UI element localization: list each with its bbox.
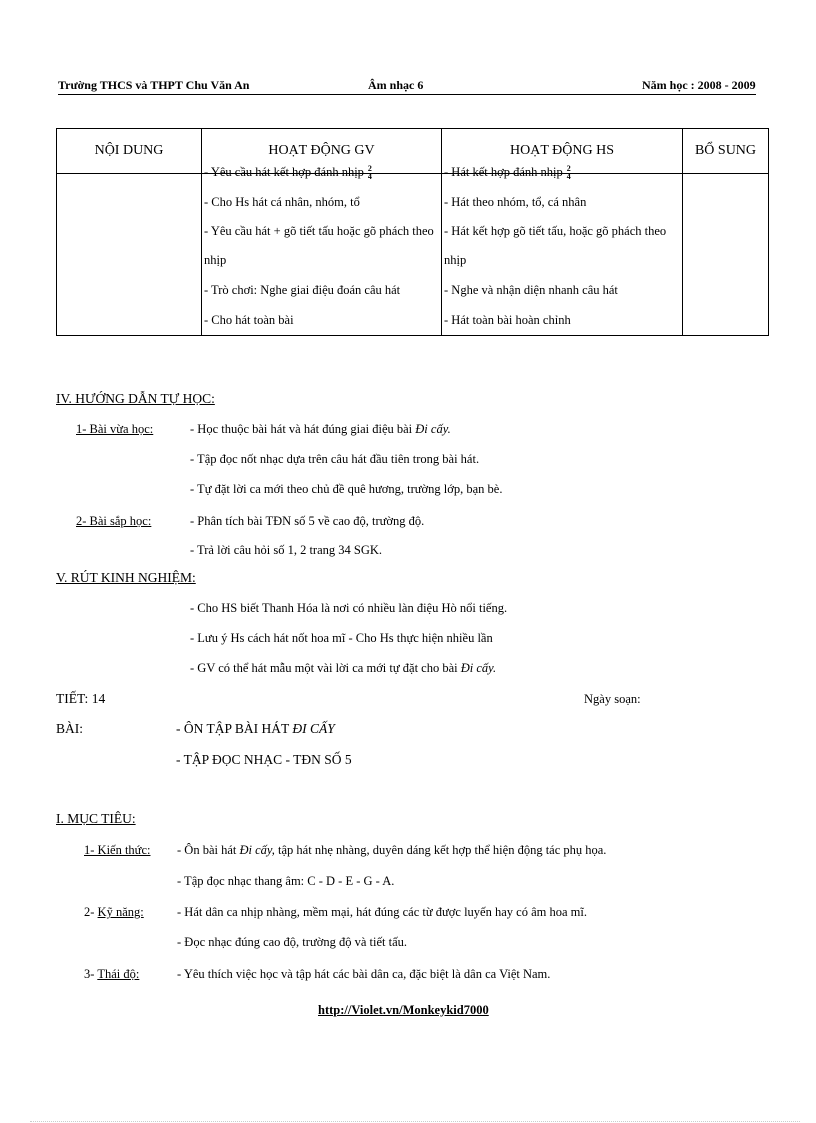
list-item: - Trò chơi: Nghe giai điệu đoán câu hát [204, 283, 401, 297]
source-link[interactable]: http://Violet.vn/Monkeykid7000 [318, 1003, 489, 1017]
list-item: - Trả lời câu hỏi số 1, 2 trang 34 SGK. [190, 543, 383, 557]
lesson-title-2: - TẬP ĐỌC NHẠC - TĐN SỐ 5 [176, 752, 352, 767]
sub1-label: 1- Bài vừa học: [76, 422, 154, 436]
list-item: - Phân tích bài TĐN số 5 về cao độ, trường độ. [190, 514, 425, 528]
lesson-title-1: - ÔN TẬP BÀI HÁT ĐI CẤY [176, 721, 335, 736]
list-item: - Cho HS biết Thanh Hóa là nơi có nhiều làn điệu Hò nổi tiếng. [190, 601, 508, 615]
col-header-notes: BỔ SUNG [683, 129, 769, 174]
list-item: - Hát kết hợp gõ tiết tấu, hoặc gõ phách theo nhịp [444, 224, 667, 267]
teacher-activities [202, 164, 442, 336]
school-name: Trường THCS và THPT Chu Văn An [58, 78, 250, 92]
knowledge-label: 1- Kiến thức: [84, 843, 151, 857]
col-header-content: NỘI DUNG [57, 129, 202, 174]
list-item: - Cho hát toàn bài [204, 313, 294, 327]
sub2-label: 2- Bài sắp học: [76, 514, 152, 528]
song-title: Đi cấy. [415, 422, 451, 436]
time-signature: 2 4 [367, 164, 372, 182]
time-signature: 2 4 [566, 164, 571, 182]
list-item: - Hát toàn bài hoàn chỉnh [444, 313, 571, 327]
list-item: - Hát theo nhóm, tổ, cá nhân [444, 195, 587, 209]
list-item: - Ôn bài hát Đi cấy, tập hát nhẹ nhàng, duyên dáng kết hợp thể hiện động tác phụ họa. [177, 843, 607, 857]
content-cell [57, 174, 202, 336]
list-item: - Hát kết hợp đánh nhịp 2 4 [444, 164, 571, 182]
col-header-teacher: HOẠT ĐỘNG GV [202, 129, 442, 174]
list-item: - Yêu thích việc học và tập hát các bài dân ca, đặc biệt là dân ca Việt Nam. [177, 967, 551, 981]
list-item: - Cho Hs hát cá nhân, nhóm, tổ [204, 195, 360, 209]
song-title: Đi cấy. [460, 661, 497, 675]
list-item: - Tập đọc nốt nhạc dựa trên câu hát đầu tiên trong bài hát. [190, 452, 480, 466]
lesson-number: TIẾT: 14 [56, 691, 106, 706]
activity-table [56, 128, 769, 336]
list-item: - Yêu cầu hát kết hợp đánh nhịp 2 4 [204, 164, 372, 182]
list-item: - GV có thể hát mẫu một vài lời ca mới tự đặt cho bài Đi cấy. [190, 661, 497, 675]
list-item: - Học thuộc bài hát và hát đúng giai điệu bài Đi cấy. [190, 422, 451, 436]
table-row [57, 174, 769, 336]
prep-date-label: Ngày soạn: [584, 692, 641, 706]
list-item: - Lưu ý Hs cách hát nốt hoa mĩ - Cho Hs thực hiện nhiều lần [190, 631, 493, 645]
lesson-label: BÀI: [56, 721, 83, 736]
list-item: - Yêu cầu hát + gõ tiết tấu hoặc gõ phách theo nhịp [204, 224, 434, 267]
school-year: Năm học : 2008 - 2009 [642, 78, 756, 92]
attitude-label: 3- Thái độ: [84, 967, 140, 981]
list-item: - Tập đọc nhạc thang âm: C - D - E - G - A. [177, 874, 395, 888]
skills-label: 2- Kỹ năng: [84, 905, 144, 919]
page-bottom-rule [30, 1121, 800, 1122]
header-rule [58, 94, 756, 95]
student-activities [442, 164, 683, 336]
section1-title: I. MỤC TIÊU: [56, 811, 136, 826]
col-header-student: HOẠT ĐỘNG HS [442, 129, 683, 174]
list-item: - Hát dân ca nhịp nhàng, mềm mại, hát đúng các từ được luyến hay có âm hoa mĩ. [177, 905, 587, 919]
list-item: - Đọc nhạc đúng cao độ, trường độ và tiết tấu. [177, 935, 407, 949]
section5-title: V. RÚT KINH NGHIỆM: [56, 570, 196, 585]
section4-title: IV. HƯỚNG DẪN TỰ HỌC: [56, 391, 215, 406]
notes-cell [683, 174, 769, 336]
list-item: - Tự đặt lời ca mới theo chủ đề quê hương, trường lớp, bạn bè. [190, 482, 503, 496]
subject-name: Âm nhạc 6 [368, 78, 424, 92]
list-item: - Nghe và nhận diện nhanh câu hát [444, 283, 618, 297]
